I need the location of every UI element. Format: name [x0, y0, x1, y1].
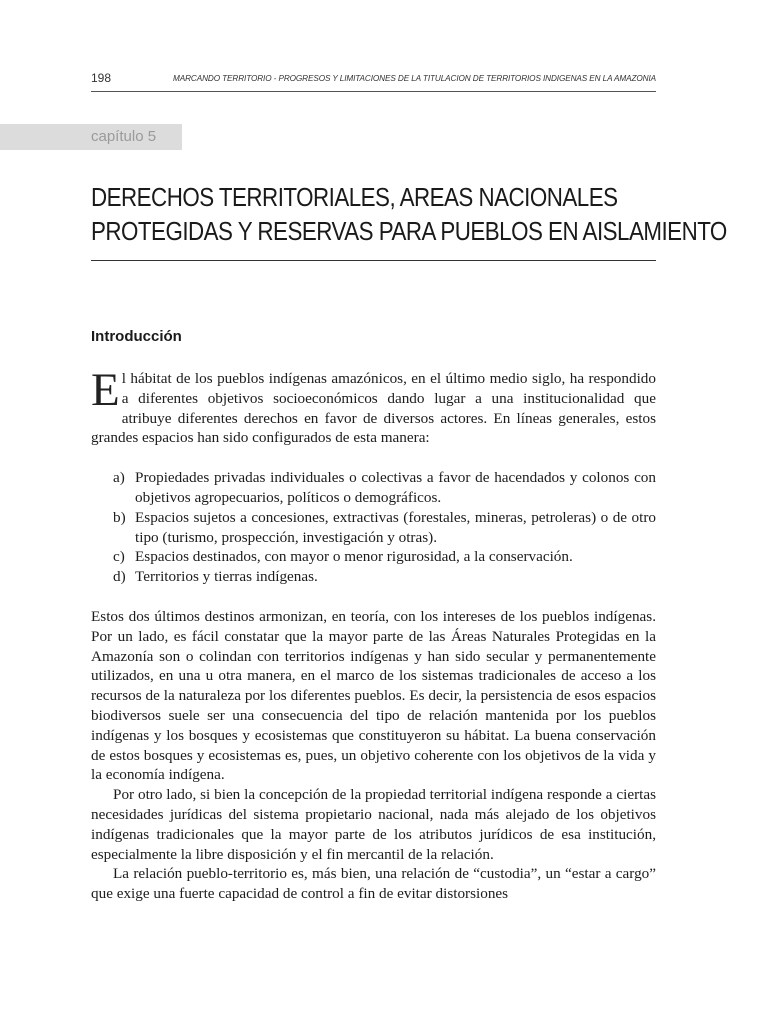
running-title: MARCANDO TERRITORIO - PROGRESOS Y LIMITACIONES DE LA TITULACION DE TERRITORIOS INDIGENAS EN LA AMAZONIA [173, 74, 656, 83]
intro-paragraph [91, 364, 656, 448]
chapter-title-line-1: DERECHOS TERRITORIALES, AREAS NACIONALES [91, 182, 618, 212]
list-item-text: Espacios destinados, con mayor o menor rigurosidad, a la conservación. [135, 548, 573, 566]
chapter-label: capítulo 5 [91, 128, 157, 145]
list-item-text: Territorios y tierras indígenas. [135, 568, 318, 586]
chapter-band [0, 124, 182, 150]
body-text [91, 364, 656, 904]
list-marker: b) [113, 508, 126, 526]
list-item [91, 508, 656, 548]
list-marker: c) [113, 548, 125, 566]
paragraph-4: La relación pueblo-territorio es, más bien, una relación de “custodia”, un “estar a cargo” que exige una fuerte capacidad de control a fin de evitar distorsiones [91, 865, 656, 903]
objectives-list [91, 468, 656, 587]
running-header [91, 71, 656, 92]
intro-text: l hábitat de los pueblos indígenas amazónicos, en el último medio siglo, ha respondido a diferentes objetivos socioeconómicos dando lugar a una institucionalidad que atribuye diferentes derechos en favor de diversos actores. En líneas generales, estos grandes espacios han sido configurados de esta manera: [91, 370, 656, 447]
section-heading: Introducción [91, 328, 182, 345]
list-item-text: Espacios sujetos a concesiones, extractivas (forestales, mineras, petroleras) o de otro tipo (turismo, prospección, investigación y otras). [135, 508, 656, 546]
paragraph-3: Por otro lado, si bien la concepción de la propiedad territorial indígena responde a ciertas necesidades jurídicas del sistema propietario nacional, nada más alejado de los objetivos indígenas tradicionales que la mayor parte de los atributos jurídicos de esa institución, especialmente la libre disposición y el fin mercantil de la relación. [91, 786, 656, 863]
chapter-title [91, 180, 727, 248]
list-item [91, 468, 656, 508]
list-item [91, 547, 656, 567]
chapter-title-line-2: PROTEGIDAS Y RESERVAS PARA PUEBLOS EN AISLAMIENTO [91, 216, 727, 246]
list-item-text: Propiedades privadas individuales o colectivas a favor de hacendados y colonos con objetivos agropecuarios, políticos o demográficos. [135, 469, 656, 506]
drop-cap: E [91, 364, 120, 416]
list-marker: a) [113, 469, 125, 487]
paragraph-2: Estos dos últimos destinos armonizan, en teoría, con los intereses de los pueblos indígenas. Por un lado, es fácil constatar que la mayor parte de las Áreas Naturales Protegidas en la Amazonía son o colindan con territorios indígenas y han sido secular y permanentemente utilizados, en una u otra manera, en el marco de los sistemas tradicionales de acceso a los recursos de la naturaleza por los diferentes pueblos. Es decir, la persistencia de esos espacios biodiversos suele ser una consecuencia del tipo de relación mantenida por los pueblos indígenas y los bosques y ecosistemas que constituyeron su hábitat. La buena conservación de estos bosques y ecosistemas es, pues, un objetivo coherente con los objetivos de la vida y la economía indígena. [91, 607, 656, 784]
page-number: 198 [91, 71, 112, 85]
list-marker: d) [113, 568, 126, 586]
list-item [91, 567, 656, 587]
title-rule [91, 260, 656, 261]
